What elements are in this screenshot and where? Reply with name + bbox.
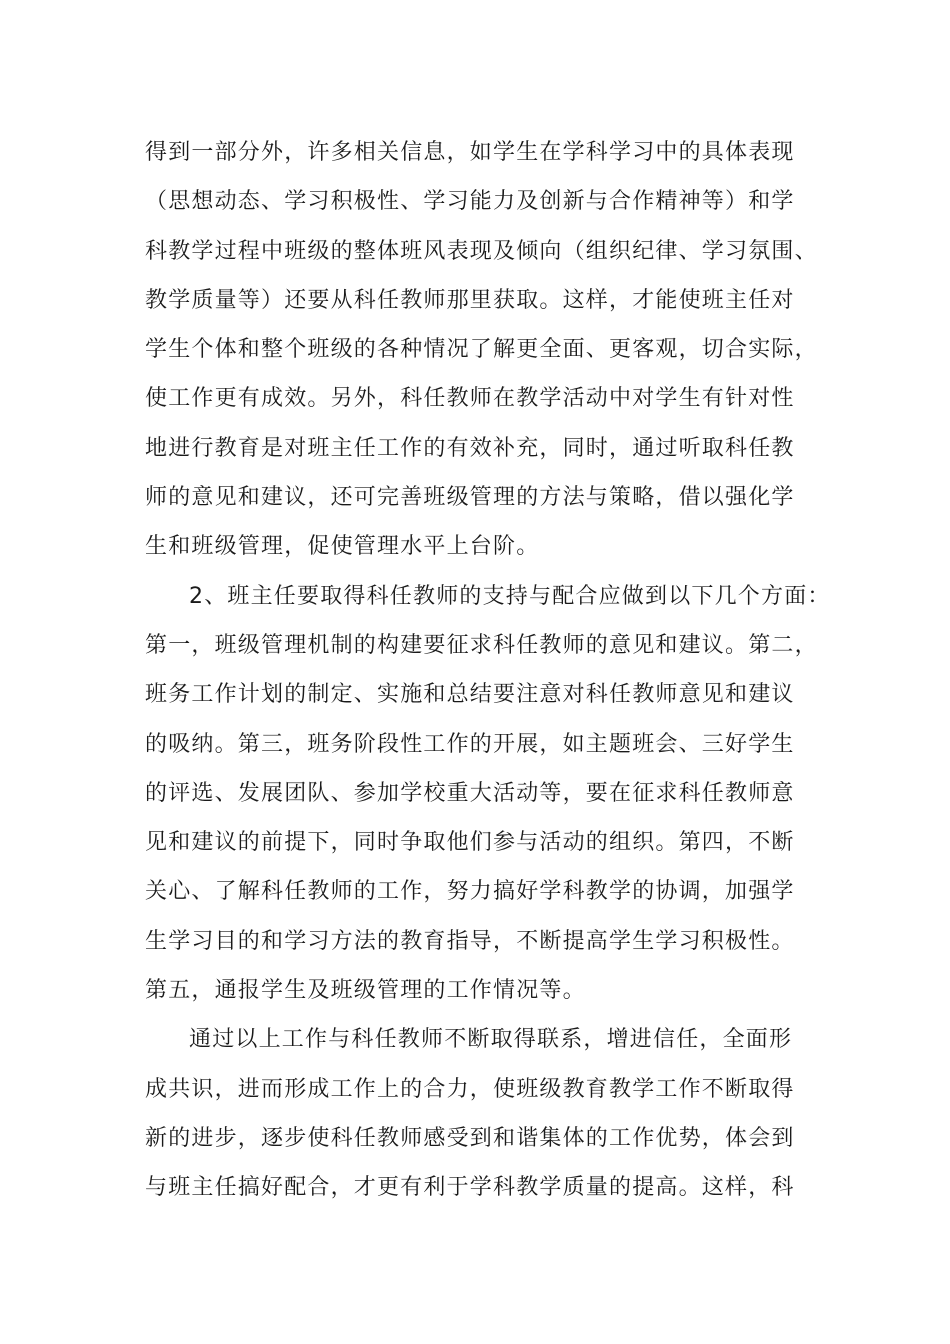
text-line: （思想动态、学习积极性、学习能力及创新与合作精神等）和学 <box>145 189 795 215</box>
text-line: 科教学过程中班级的整体班风表现及倾向（组织纪律、学习氛围、 <box>145 238 818 264</box>
text-line: 得到一部分外，许多相关信息，如学生在学科学习中的具体表现 <box>145 140 795 165</box>
text-line: 使工作更有成效。另外，科任教师在教学活动中对学生有针对性 <box>145 386 795 412</box>
text-line: 新的进步，逐步使科任教师感受到和谐集体的工作优势，体会到 <box>145 1125 795 1151</box>
text-line: 见和建议的前提下，同时争取他们参与活动的组织。第四，不断 <box>145 830 795 856</box>
text-line: 生和班级管理，促使管理水平上台阶。 <box>145 534 540 560</box>
text-line: 成共识，进而形成工作上的合力，使班级教育教学工作不断取得 <box>145 1076 795 1102</box>
text-line: 生学习目的和学习方法的教育指导，不断提高学生学习积极性。 <box>145 928 795 954</box>
text-line: 教学质量等）还要从科任教师那里获取。这样，才能使班主任对 <box>145 287 795 313</box>
text-line: 2、班主任要取得科任教师的支持与配合应做到以下几个方面： <box>189 583 831 609</box>
text-line: 学生个体和整个班级的各种情况了解更全面、更客观，切合实际， <box>145 337 818 363</box>
text-line: 第五，通报学生及班级管理的工作情况等。 <box>145 978 586 1004</box>
text-line: 通过以上工作与科任教师不断取得联系，增进信任，全面形 <box>189 1027 793 1053</box>
text-line: 的评选、发展团队、参加学校重大活动等，要在征求科任教师意 <box>145 780 795 806</box>
text-line: 第一，班级管理机制的构建要征求科任教师的意见和建议。第二， <box>145 632 818 658</box>
body-text <box>145 128 835 1213</box>
text-line: 的吸纳。第三，班务阶段性工作的开展，如主题班会、三好学生 <box>145 731 795 757</box>
text-line: 与班主任搞好配合，才更有利于学科教学质量的提高。这样，科 <box>145 1175 795 1201</box>
text-line: 地进行教育是对班主任工作的有效补充，同时，通过听取科任教 <box>145 435 795 461</box>
text-line: 关心、了解科任教师的工作，努力搞好学科教学的协调，加强学 <box>145 879 795 905</box>
text-line: 班务工作计划的制定、实施和总结要注意对科任教师意见和建议 <box>145 682 795 708</box>
text-line: 师的意见和建议，还可完善班级管理的方法与策略，借以强化学 <box>145 485 795 511</box>
